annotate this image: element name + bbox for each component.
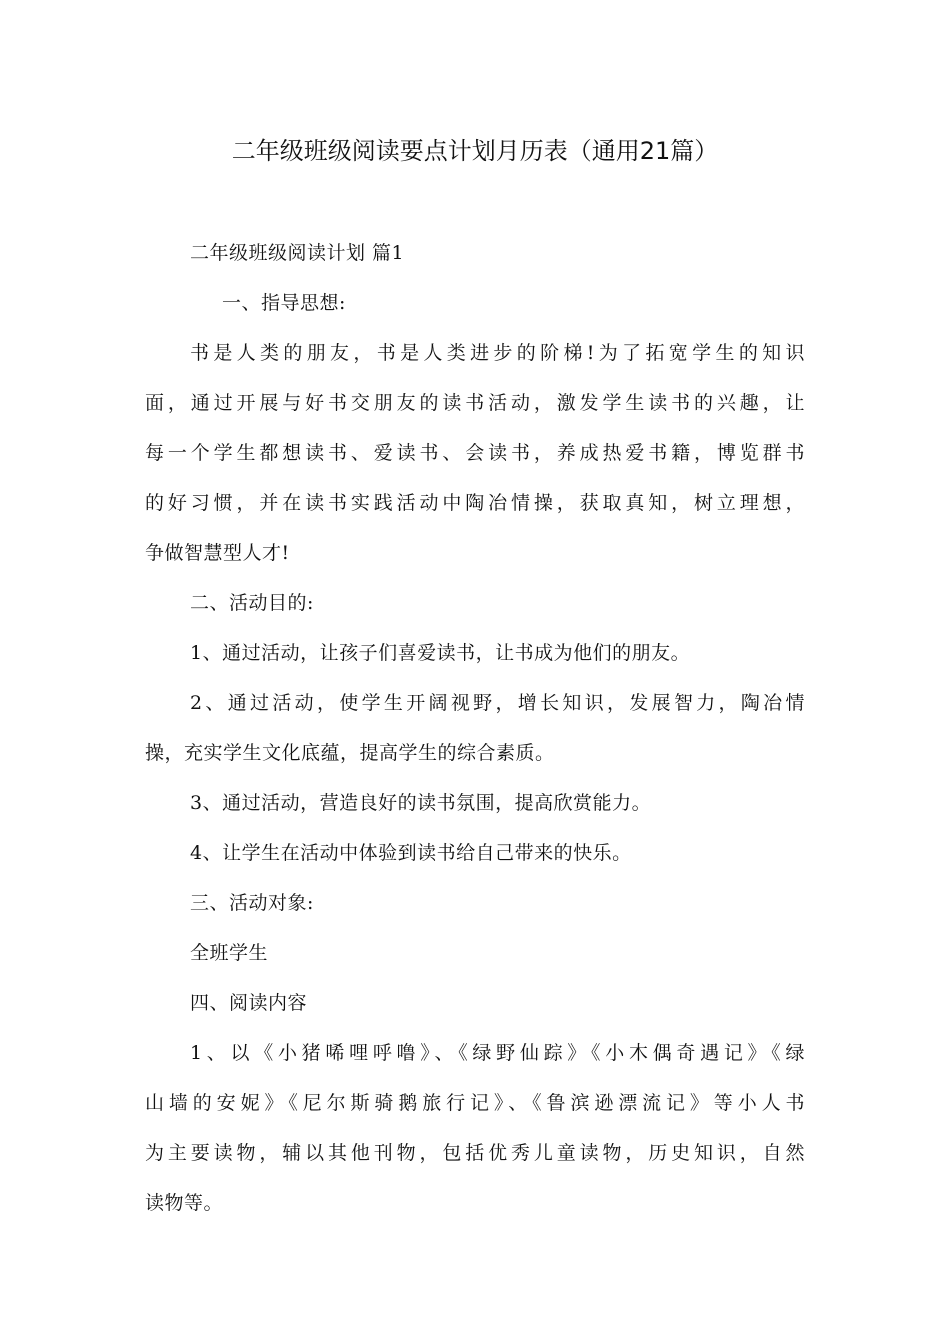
content-item-1-line: 1、以《小猪唏哩呼噜》、《绿野仙踪》《小木偶奇遇记》《绿: [190, 1042, 805, 1064]
target-text: 全班学生: [190, 942, 269, 964]
purpose-item-3: 3、通过活动，营造良好的读书氛围，提高欣赏能力。: [190, 792, 652, 814]
purpose-item-2-line: 2、通过活动，使学生开阔视野，增长知识，发展智力，陶冶情: [190, 692, 805, 714]
purpose-item-1: 1、通过活动，让孩子们喜爱读书，让书成为他们的朋友。: [190, 642, 691, 664]
content-item-1-line: 山墙的安妮》《尼尔斯骑鹅旅行记》、《鲁滨逊漂流记》等小人书: [145, 1092, 805, 1114]
guiding-paragraph-line: 书是人类的朋友，书是人类进步的阶梯!为了拓宽学生的知识: [190, 342, 805, 364]
content-heading: 四、阅读内容: [190, 992, 308, 1014]
guiding-paragraph-line: 争做智慧型人才!: [145, 542, 290, 564]
guiding-paragraph-line: 每一个学生都想读书、爱读书、会读书，养成热爱书籍，博览群书: [145, 442, 805, 464]
section-heading: 二年级班级阅读计划 篇1: [190, 242, 405, 264]
guiding-paragraph-line: 的好习惯，并在读书实践活动中陶冶情操，获取真知，树立理想，: [145, 492, 805, 514]
purpose-heading: 二、活动目的:: [190, 592, 314, 614]
purpose-item-4: 4、让学生在活动中体验到读书给自己带来的快乐。: [190, 842, 632, 864]
content-item-1-line: 为主要读物，辅以其他刊物，包括优秀儿童读物，历史知识，自然: [145, 1142, 805, 1164]
purpose-item-2-line: 操，充实学生文化底蕴，提高学生的综合素质。: [145, 742, 555, 764]
target-heading: 三、活动对象:: [190, 892, 314, 914]
content-item-1-line: 读物等。: [145, 1192, 224, 1214]
guiding-paragraph-line: 面，通过开展与好书交朋友的读书活动，激发学生读书的兴趣，让: [145, 392, 805, 414]
guiding-heading: 一、指导思想:: [222, 292, 346, 314]
document-title: 二年级班级阅读要点计划月历表（通用21篇）: [231, 137, 719, 165]
